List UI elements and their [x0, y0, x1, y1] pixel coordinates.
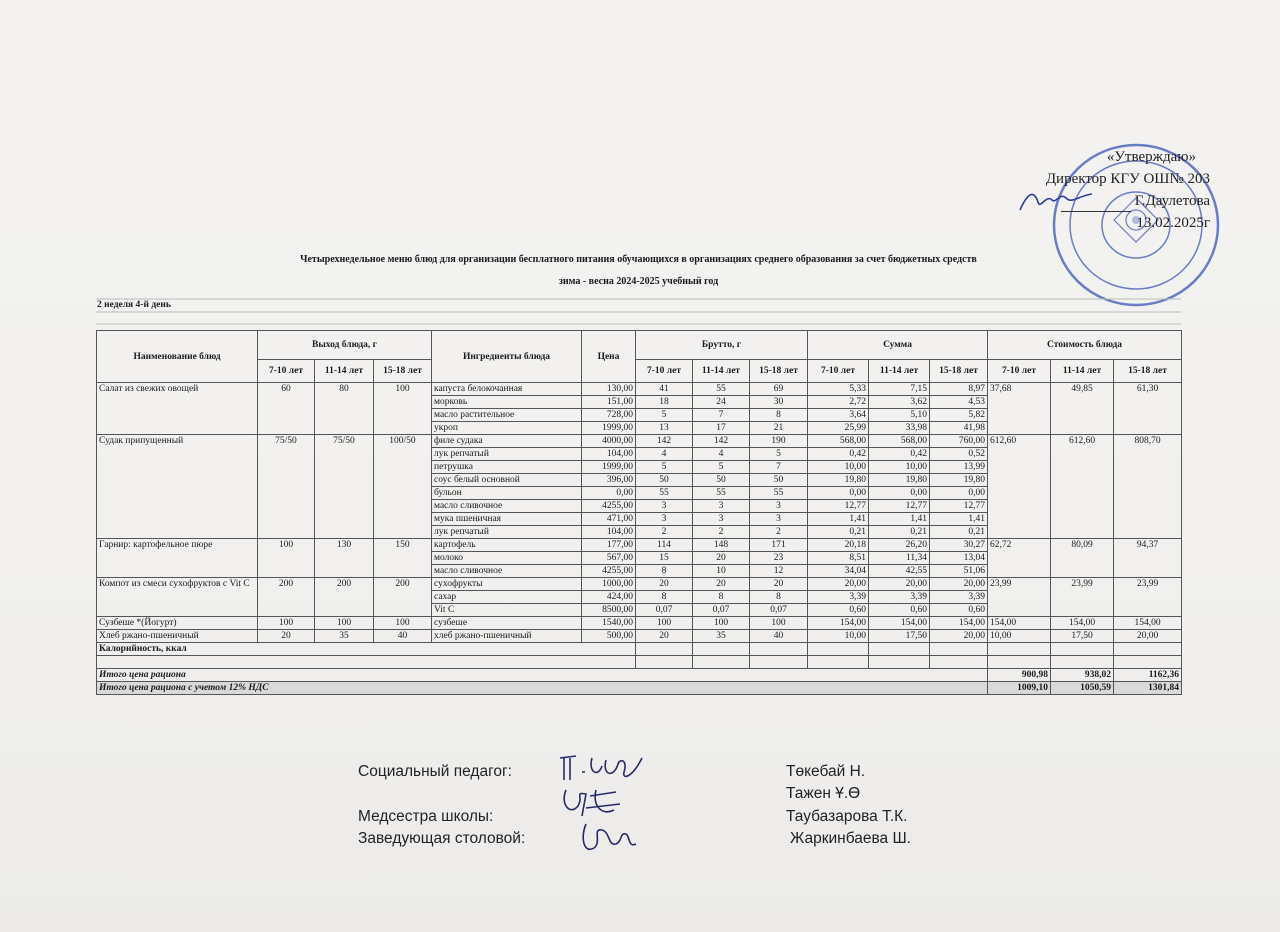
- ingredient-name: молоко: [432, 552, 582, 565]
- ingredient-price: 728,00: [582, 409, 636, 422]
- dish-yield: 60: [258, 383, 315, 435]
- ingredient-price: 104,00: [582, 448, 636, 461]
- dish-yield: 20: [258, 630, 315, 643]
- gross-weight: 24: [693, 396, 750, 409]
- gross-weight: 5: [636, 409, 693, 422]
- ingredient-sum: 3,64: [808, 409, 869, 422]
- ingredient-sum: 20,18: [808, 539, 869, 552]
- ingredient-name: сухофрукты: [432, 578, 582, 591]
- ingredient-sum: 0,21: [808, 526, 869, 539]
- ingredient-sum: 25,99: [808, 422, 869, 435]
- total-vat-value: 1009,10: [988, 682, 1051, 695]
- gross-weight: 8: [636, 565, 693, 578]
- gross-weight: 23: [750, 552, 808, 565]
- ingredient-sum: 0,00: [869, 487, 930, 500]
- dish-yield: 75/50: [258, 435, 315, 539]
- age-header: 11-14 лет: [1051, 360, 1114, 383]
- gross-weight: 142: [693, 435, 750, 448]
- ingredient-price: 151,00: [582, 396, 636, 409]
- age-header: 11-14 лет: [693, 360, 750, 383]
- gross-weight: 3: [636, 500, 693, 513]
- ingredient-sum: 0,21: [869, 526, 930, 539]
- ingredient-sum: 19,80: [930, 474, 988, 487]
- ingredient-sum: 0,52: [930, 448, 988, 461]
- ingredient-sum: 0,00: [808, 487, 869, 500]
- gross-weight: 3: [693, 513, 750, 526]
- ingredient-name: укроп: [432, 422, 582, 435]
- dish-yield: 40: [374, 630, 432, 643]
- dish-cost: 612,60: [1051, 435, 1114, 539]
- gross-weight: 10: [693, 565, 750, 578]
- gross-weight: 100: [636, 617, 693, 630]
- dish-cost: 62,72: [988, 539, 1051, 578]
- total-vat-label: Итого цена рациона с учетом 12% НДС: [97, 682, 988, 695]
- ingredient-sum: 3,62: [869, 396, 930, 409]
- dish-yield: 100: [374, 617, 432, 630]
- gross-weight: 20: [693, 578, 750, 591]
- ingredient-sum: 154,00: [930, 617, 988, 630]
- gross-weight: 13: [636, 422, 693, 435]
- ingredient-sum: 0,21: [930, 526, 988, 539]
- ingredient-sum: 0,42: [869, 448, 930, 461]
- table-row: [97, 539, 1182, 552]
- total-vat-value: 1301,84: [1114, 682, 1182, 695]
- ingredient-sum: 8,51: [808, 552, 869, 565]
- ingredient-sum: 568,00: [869, 435, 930, 448]
- ingredient-sum: 34,04: [808, 565, 869, 578]
- ingredient-sum: 13,99: [930, 461, 988, 474]
- signature-role: Заведующая столовой:: [358, 830, 526, 847]
- age-header: 15-18 лет: [374, 360, 432, 383]
- blank-row: [97, 656, 1182, 669]
- gross-weight: 50: [636, 474, 693, 487]
- dish-cost: 80,09: [1051, 539, 1114, 578]
- empty-cell: [808, 643, 869, 656]
- ingredient-sum: 2,72: [808, 396, 869, 409]
- ingredient-name: масло растительное: [432, 409, 582, 422]
- dish-cost: 61,30: [1114, 383, 1182, 435]
- gross-weight: 30: [750, 396, 808, 409]
- gross-weight: 2: [693, 526, 750, 539]
- col-header-yield: Выход блюда, г: [258, 331, 432, 360]
- dish-yield: 100/50: [374, 435, 432, 539]
- dish-cost: 49,85: [1051, 383, 1114, 435]
- empty-cell: [636, 656, 693, 669]
- age-header: 11-14 лет: [869, 360, 930, 383]
- dish-name: Гарнир: картофельное пюре: [97, 539, 258, 578]
- gross-weight: 7: [693, 409, 750, 422]
- ingredient-price: 177,00: [582, 539, 636, 552]
- ingredient-price: 1999,00: [582, 422, 636, 435]
- empty-cell: [97, 656, 636, 669]
- gross-weight: 8: [693, 591, 750, 604]
- gross-weight: 50: [750, 474, 808, 487]
- col-header-sum: Сумма: [808, 331, 988, 360]
- empty-cell: [1114, 643, 1182, 656]
- ingredient-price: 1000,00: [582, 578, 636, 591]
- gross-weight: 100: [693, 617, 750, 630]
- empty-cell: [636, 643, 693, 656]
- age-header: 15-18 лет: [1114, 360, 1182, 383]
- gross-weight: 21: [750, 422, 808, 435]
- empty-cell: [869, 656, 930, 669]
- gross-weight: 17: [693, 422, 750, 435]
- gross-weight: 114: [636, 539, 693, 552]
- total-vat-row: [97, 682, 1182, 695]
- week-day-label: 2 неделя 4-й день: [97, 300, 171, 310]
- empty-cell: [869, 643, 930, 656]
- ingredient-price: 130,00: [582, 383, 636, 396]
- ingredient-name: бульон: [432, 487, 582, 500]
- dish-yield: 100: [258, 617, 315, 630]
- empty-cell: [808, 656, 869, 669]
- empty-cell: [1051, 643, 1114, 656]
- gross-weight: 12: [750, 565, 808, 578]
- dish-cost: 37,68: [988, 383, 1051, 435]
- col-header-price: Цена: [582, 331, 636, 383]
- ingredient-sum: 0,60: [869, 604, 930, 617]
- ingredient-price: 0,00: [582, 487, 636, 500]
- gross-weight: 35: [693, 630, 750, 643]
- ingredient-price: 471,00: [582, 513, 636, 526]
- gross-weight: 50: [693, 474, 750, 487]
- ingredient-sum: 3,39: [808, 591, 869, 604]
- dish-cost: 17,50: [1051, 630, 1114, 643]
- gross-weight: 8: [636, 591, 693, 604]
- dish-yield: 100: [258, 539, 315, 578]
- gross-weight: 4: [693, 448, 750, 461]
- gross-weight: 4: [636, 448, 693, 461]
- ingredient-sum: 33,98: [869, 422, 930, 435]
- ingredient-sum: 30,27: [930, 539, 988, 552]
- dish-cost: 94,37: [1114, 539, 1182, 578]
- ingredient-sum: 760,00: [930, 435, 988, 448]
- table-row: [97, 383, 1182, 396]
- signature-name: Тажен Ұ.Ө: [786, 785, 861, 802]
- ingredient-sum: 19,80: [808, 474, 869, 487]
- calorie-row: [97, 643, 1182, 656]
- empty-cell: [930, 656, 988, 669]
- empty-cell: [1051, 656, 1114, 669]
- ingredient-name: сузбеше: [432, 617, 582, 630]
- gross-weight: 20: [693, 552, 750, 565]
- total-value: 900,98: [988, 669, 1051, 682]
- menu-subtitle: зима - весна 2024-2025 учебный год: [558, 276, 719, 287]
- dish-yield: 150: [374, 539, 432, 578]
- ingredient-name: мука пшеничная: [432, 513, 582, 526]
- calorie-label: Калорийность, ккал: [97, 643, 636, 656]
- dish-yield: 35: [315, 630, 374, 643]
- ingredient-sum: 5,82: [930, 409, 988, 422]
- ingredient-sum: 41,98: [930, 422, 988, 435]
- gross-weight: 190: [750, 435, 808, 448]
- dish-yield: 100: [315, 617, 374, 630]
- gross-weight: 41: [636, 383, 693, 396]
- empty-cell: [750, 656, 808, 669]
- age-header: 7-10 лет: [636, 360, 693, 383]
- dish-cost: 20,00: [1114, 630, 1182, 643]
- empty-cell: [693, 656, 750, 669]
- ingredient-name: сахар: [432, 591, 582, 604]
- dish-name: Хлеб ржано-пшеничный: [97, 630, 258, 643]
- gross-weight: 55: [693, 383, 750, 396]
- total-vat-value: 1050,59: [1051, 682, 1114, 695]
- ingredient-sum: 10,00: [808, 461, 869, 474]
- ingredient-price: 396,00: [582, 474, 636, 487]
- ingredient-name: масло сливочное: [432, 565, 582, 578]
- dish-yield: 100: [374, 383, 432, 435]
- gross-weight: 20: [636, 630, 693, 643]
- empty-cell: [693, 643, 750, 656]
- empty-cell: [930, 643, 988, 656]
- ingredient-sum: 19,80: [869, 474, 930, 487]
- ingredient-sum: 20,00: [808, 578, 869, 591]
- approval-director: Директор КГУ ОШ№ 203: [1045, 171, 1210, 187]
- handwritten-signature-icon: [578, 818, 638, 858]
- ingredient-sum: 10,00: [869, 461, 930, 474]
- dish-yield: 75/50: [315, 435, 374, 539]
- ingredient-sum: 42,55: [869, 565, 930, 578]
- dish-cost: 808,70: [1114, 435, 1182, 539]
- ingredient-name: капуста белокочанная: [432, 383, 582, 396]
- ingredient-sum: 13,04: [930, 552, 988, 565]
- col-header-dish: Наименование блюд: [97, 331, 258, 383]
- gross-weight: 3: [750, 500, 808, 513]
- col-header-gross: Брутто, г: [636, 331, 808, 360]
- ingredient-price: 4000,00: [582, 435, 636, 448]
- ingredient-name: масло сливочное: [432, 500, 582, 513]
- signature-name: Таубазарова Т.К.: [786, 808, 908, 825]
- ingredient-name: морковь: [432, 396, 582, 409]
- dish-cost: 154,00: [988, 617, 1051, 630]
- dish-yield: 200: [315, 578, 374, 617]
- ingredient-name: лук репчатый: [432, 526, 582, 539]
- gross-weight: 0,07: [750, 604, 808, 617]
- gross-weight: 100: [750, 617, 808, 630]
- dish-cost: 154,00: [1114, 617, 1182, 630]
- ingredient-price: 567,00: [582, 552, 636, 565]
- sheet-gridlines: [96, 298, 1181, 330]
- empty-cell: [1114, 656, 1182, 669]
- gross-weight: 2: [636, 526, 693, 539]
- menu-title: Четырехнедельное меню блюд для организации бесплатного питания обучающихся в организациях среднего образования за счет бюджетных средств: [300, 254, 977, 265]
- ingredient-sum: 154,00: [808, 617, 869, 630]
- table-row: [97, 435, 1182, 448]
- approval-block: [990, 146, 1210, 234]
- table-row: [97, 578, 1182, 591]
- ingredient-sum: 26,20: [869, 539, 930, 552]
- dish-cost: 612,60: [988, 435, 1051, 539]
- gross-weight: 40: [750, 630, 808, 643]
- ingredient-sum: 0,60: [808, 604, 869, 617]
- total-row: [97, 669, 1182, 682]
- ingredient-sum: 20,00: [869, 578, 930, 591]
- signature-name: Төкебай Н.: [786, 763, 866, 780]
- approval-director-name: Г.Даулетова: [1134, 193, 1210, 209]
- gross-weight: 5: [693, 461, 750, 474]
- dish-cost: 10,00: [988, 630, 1051, 643]
- ingredient-sum: 3,39: [930, 591, 988, 604]
- gross-weight: 7: [750, 461, 808, 474]
- dish-name: Сузбеше *(Йогурт): [97, 617, 258, 630]
- ingredient-price: 4255,00: [582, 500, 636, 513]
- age-header: 15-18 лет: [930, 360, 988, 383]
- gross-weight: 0,07: [636, 604, 693, 617]
- approval-date: 13.02.2025г: [1136, 215, 1210, 231]
- gross-weight: 5: [636, 461, 693, 474]
- table-row: [97, 617, 1182, 630]
- ingredient-price: 1999,00: [582, 461, 636, 474]
- total-value: 938,02: [1051, 669, 1114, 682]
- col-header-cost: Стоимость блюда: [988, 331, 1182, 360]
- ingredient-name: картофель: [432, 539, 582, 552]
- dish-yield: 130: [315, 539, 374, 578]
- ingredient-sum: 1,41: [869, 513, 930, 526]
- ingredient-price: 500,00: [582, 630, 636, 643]
- ingredient-sum: 5,33: [808, 383, 869, 396]
- ingredient-sum: 12,77: [930, 500, 988, 513]
- ingredient-sum: 1,41: [808, 513, 869, 526]
- gross-weight: 20: [636, 578, 693, 591]
- ingredient-sum: 0,60: [930, 604, 988, 617]
- gross-weight: 142: [636, 435, 693, 448]
- dish-cost: 23,99: [1051, 578, 1114, 617]
- ingredient-sum: 0,42: [808, 448, 869, 461]
- gross-weight: 5: [750, 448, 808, 461]
- age-header: 7-10 лет: [258, 360, 315, 383]
- gross-weight: 55: [693, 487, 750, 500]
- ingredient-price: 8500,00: [582, 604, 636, 617]
- dish-cost: 23,99: [988, 578, 1051, 617]
- gross-weight: 69: [750, 383, 808, 396]
- handwritten-signature-icon: [556, 786, 626, 822]
- ingredient-name: Vit C: [432, 604, 582, 617]
- gross-weight: 148: [693, 539, 750, 552]
- gross-weight: 8: [750, 591, 808, 604]
- empty-cell: [988, 656, 1051, 669]
- dish-yield: 200: [374, 578, 432, 617]
- ingredient-sum: 10,00: [808, 630, 869, 643]
- ingredient-sum: 1,41: [930, 513, 988, 526]
- total-label: Итого цена рациона: [97, 669, 988, 682]
- dish-name: Судак припущенный: [97, 435, 258, 539]
- gross-weight: 55: [636, 487, 693, 500]
- ingredient-sum: 17,50: [869, 630, 930, 643]
- empty-cell: [750, 643, 808, 656]
- ingredient-sum: 154,00: [869, 617, 930, 630]
- ingredient-sum: 5,10: [869, 409, 930, 422]
- ingredient-sum: 4,53: [930, 396, 988, 409]
- ingredient-name: хлеб ржано-пшеничный: [432, 630, 582, 643]
- ingredient-price: 104,00: [582, 526, 636, 539]
- gross-weight: 55: [750, 487, 808, 500]
- dish-cost: 154,00: [1051, 617, 1114, 630]
- dish-yield: 80: [315, 383, 374, 435]
- age-header: 7-10 лет: [808, 360, 869, 383]
- menu-table: [96, 330, 1182, 695]
- ingredient-sum: 7,15: [869, 383, 930, 396]
- ingredient-price: 4255,00: [582, 565, 636, 578]
- ingredient-sum: 12,77: [869, 500, 930, 513]
- ingredient-price: 424,00: [582, 591, 636, 604]
- ingredient-sum: 51,06: [930, 565, 988, 578]
- approval-signature-line: [990, 190, 1210, 212]
- ingredient-price: 1540,00: [582, 617, 636, 630]
- ingredient-name: филе судака: [432, 435, 582, 448]
- dish-name: Компот из смеси сухофруктов с Vit C: [97, 578, 258, 617]
- gross-weight: 0,07: [693, 604, 750, 617]
- ingredient-name: лук репчатый: [432, 448, 582, 461]
- gross-weight: 2: [750, 526, 808, 539]
- ingredient-sum: 3,39: [869, 591, 930, 604]
- table-row: [97, 630, 1182, 643]
- empty-cell: [988, 643, 1051, 656]
- gross-weight: 20: [750, 578, 808, 591]
- menu-table-body: [97, 383, 1182, 695]
- dish-cost: 23,99: [1114, 578, 1182, 617]
- ingredient-sum: 8,97: [930, 383, 988, 396]
- ingredient-sum: 20,00: [930, 578, 988, 591]
- gross-weight: 171: [750, 539, 808, 552]
- gross-weight: 15: [636, 552, 693, 565]
- ingredient-name: соус белый основной: [432, 474, 582, 487]
- ingredient-name: петрушка: [432, 461, 582, 474]
- age-header: 11-14 лет: [315, 360, 374, 383]
- gross-weight: 3: [693, 500, 750, 513]
- ingredient-sum: 12,77: [808, 500, 869, 513]
- ingredient-sum: 0,00: [930, 487, 988, 500]
- total-value: 1162,36: [1114, 669, 1182, 682]
- signature-name: Жаркинбаева Ш.: [790, 830, 911, 847]
- dish-name: Салат из свежих овощей: [97, 383, 258, 435]
- age-header: 15-18 лет: [750, 360, 808, 383]
- ingredient-sum: 568,00: [808, 435, 869, 448]
- age-header: 7-10 лет: [988, 360, 1051, 383]
- handwritten-signature-icon: [558, 752, 648, 786]
- signature-role: Социальный педагог:: [358, 763, 512, 780]
- dish-yield: 200: [258, 578, 315, 617]
- approval-heading: «Утверждаю»: [1106, 149, 1196, 165]
- col-header-ingredients: Ингредиенты блюда: [432, 331, 582, 383]
- gross-weight: 18: [636, 396, 693, 409]
- gross-weight: 8: [750, 409, 808, 422]
- ingredient-sum: 20,00: [930, 630, 988, 643]
- gross-weight: 3: [750, 513, 808, 526]
- ingredient-sum: 11,34: [869, 552, 930, 565]
- signature-role: Медсестра школы:: [358, 808, 494, 825]
- gross-weight: 3: [636, 513, 693, 526]
